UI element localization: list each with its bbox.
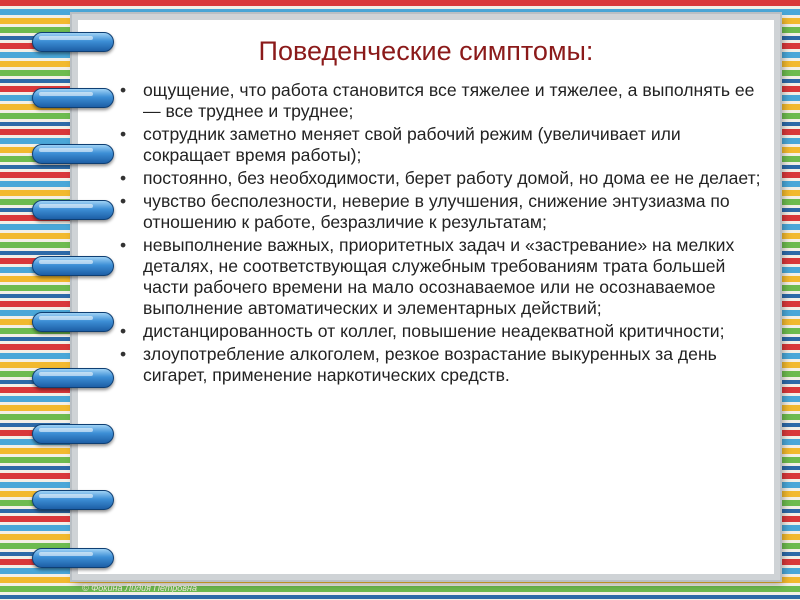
binder-ring-icon [32, 32, 114, 52]
list-item: • невыполнение важных, приоритетных задач и «застревание» на мелких деталях, не соответствующая служебным требованиям трата большей части рабочего времени на мало осознаваемое или не осознаваемое выполнение автоматических и элементарных действий; [118, 235, 768, 319]
notebook-page [72, 14, 780, 580]
binder-ring-icon [32, 424, 114, 444]
list-item: • постоянно, без необходимости, берет работу домой, но дома ее не делает; [118, 168, 768, 189]
list-item: • сотрудник заметно меняет свой рабочий режим (увеличивает или сокращает время работы); [118, 124, 768, 166]
symptom-list [118, 80, 768, 388]
binder-ring-icon [32, 368, 114, 388]
binder-ring-icon [32, 200, 114, 220]
binder-ring-icon [32, 548, 114, 568]
list-item: • чувство бесполезности, неверие в улучшения, снижение энтузиазма по отношению к работе, безразличие к результатам; [118, 191, 768, 233]
list-item: • ощущение, что работа становится все тяжелее и тяжелее, а выполнять ее — все труднее и труднее; [118, 80, 768, 122]
list-item: • злоупотребление алкоголем, резкое возрастание выкуренных за день сигарет, применение наркотических средств. [118, 344, 768, 386]
binder-ring-icon [32, 88, 114, 108]
binder-ring-icon [32, 256, 114, 276]
binder-ring-icon [32, 144, 114, 164]
slide-title: Поведенческие симптомы: [258, 36, 594, 66]
footer-signature: © Фокина Лидия Петровна [82, 583, 197, 593]
binder-ring-icon [32, 490, 114, 510]
binder-ring-icon [32, 312, 114, 332]
list-item: • дистанцированность от коллег, повышение неадекватной критичности; [118, 321, 768, 342]
